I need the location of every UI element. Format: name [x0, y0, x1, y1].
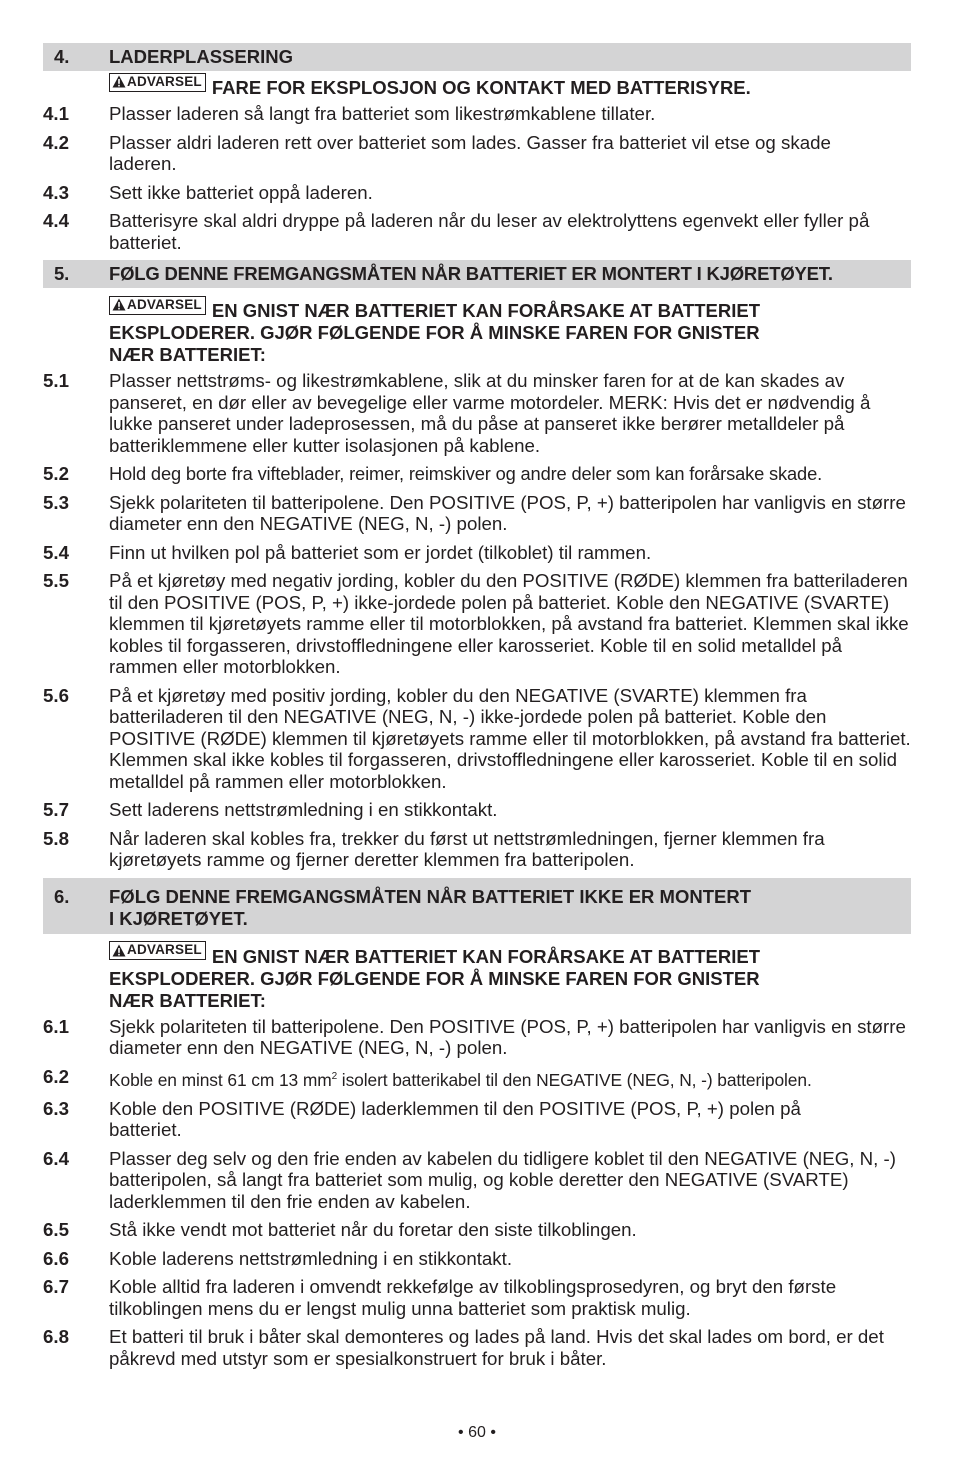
item-number: 6.1	[43, 1015, 69, 1037]
section-number: 6.	[54, 885, 70, 907]
warning-block	[109, 73, 911, 99]
warning-text-line: NÆR BATTERIET:	[109, 989, 266, 1011]
item-number: 5.7	[43, 799, 69, 820]
list-item	[43, 1326, 911, 1369]
warning-text-line: EKSPLODERER. GJØR FØLGENDE FOR Å MINSKE FAREN FOR GNISTER	[109, 322, 760, 343]
item-text: Koble alltid fra laderen i omvendt rekkefølge av tilkoblingsprosedyren, og bryt den første tilkoblingen mens du er lengst mulig unna batteriet som praktisk mulig.	[109, 1276, 837, 1319]
item-number: 4.2	[43, 131, 69, 153]
list-item	[43, 492, 911, 535]
manual-page	[43, 43, 911, 1376]
item-text: Et batteri til bruk i båter skal demonteres og lades på land. Hvis det skal lades om bord, er det påkrevd med utstyr som er spesialkonstruert for bruk i båter.	[109, 1326, 884, 1369]
list-item	[43, 370, 911, 456]
item-text-part: isolert batterikabel til den NEGATIVE (NEG, N, -) batteripolen.	[337, 1069, 812, 1090]
item-text: Plasser nettstrøms- og likestrømkablene, slik at du minsker faren for at de kan skades av panseret, en dør eller av bevegelige eller varme motordeler. MERK: Hvis det er nødvendig å lukke panseret under ladeprosessen, må du påse at panseret ikke berører metalldeler på batteriklemmene eller kutter isolasjonen på kablene.	[109, 370, 871, 456]
item-text	[109, 1066, 911, 1091]
warning-text-line: NÆR BATTERIET:	[109, 344, 266, 365]
warning-badge-label: ADVARSEL	[127, 296, 202, 312]
item-text: Finn ut hvilken pol på batteriet som er jordet (tilkoblet) til rammen.	[109, 541, 652, 563]
section-title: FØLG DENNE FREMGANGSMÅTEN NÅR BATTERIET ER MONTERT I KJØRETØYET.	[109, 263, 833, 284]
warning-badge-label: ADVARSEL	[127, 942, 202, 957]
list-item	[43, 182, 911, 204]
list-item	[43, 103, 911, 125]
warning-text-line: EN GNIST NÆR BATTERIET KAN FORÅRSAKE AT BATTERIET	[211, 945, 760, 967]
item-text: På et kjøretøy med positiv jording, kobler du den NEGATIVE (SVARTE) klemmen fra batteriladeren til den NEGATIVE (NEG, N, -) ikke-jordede polen på batteriet. Koble den POSITIVE (RØDE) klemmen til kjøretøyets ramme eller til motorblokken, på avstand fra batteriet. Klemmen skal ikke kobles til forgasseren, drivstoffledningene eller karosseriet. Koble til en solid metalldel på rammen eller motorblokken.	[109, 684, 911, 792]
list-item	[43, 132, 911, 175]
item-number: 5.2	[43, 463, 69, 484]
item-text: På et kjøretøy med negativ jording, kobler du den POSITIVE (RØDE) klemmen fra batteriladeren til den POSITIVE (POS, P, +) ikke-jordede polen på batteriet. Koble den NEGATIVE (SVARTE) klemmen til kjøretøyets ramme eller til motorblokken, på avstand fra batteriet. Klemmen skal ikke kobles til forgasseren, drivstoffledningene eller karosseriet. Koble til en solid metalldel på rammen eller motorblokken.	[109, 570, 909, 677]
list-item	[43, 1066, 911, 1091]
list-item	[43, 799, 911, 821]
list-item	[43, 542, 911, 564]
item-number: 4.3	[43, 181, 69, 203]
item-number: 6.3	[43, 1097, 69, 1119]
section-number: 4.	[54, 46, 70, 67]
list-item	[43, 570, 911, 678]
item-text: Sett laderens nettstrømledning i en stikkontakt.	[109, 799, 498, 820]
list-item	[43, 1276, 911, 1319]
section-4-items	[43, 103, 911, 253]
list-item	[43, 1098, 911, 1141]
warning-text-line: EN GNIST NÆR BATTERIET KAN FORÅRSAKE AT BATTERIET	[211, 300, 760, 321]
item-number: 6.2	[43, 1065, 69, 1087]
item-text: Koble den POSITIVE (RØDE) laderklemmen til den POSITIVE (POS, P, +) polen på batteriet.	[109, 1097, 801, 1141]
item-number: 5.6	[43, 684, 69, 706]
section-title-line: I KJØRETØYET.	[109, 907, 248, 929]
section-5-items	[43, 370, 911, 871]
section-header-5	[43, 260, 911, 288]
page-number: • 60 •	[458, 1424, 496, 1441]
list-item	[43, 1148, 911, 1213]
warning-badge	[109, 296, 206, 315]
item-text: Koble laderens nettstrømledning i en stikkontakt.	[109, 1247, 513, 1269]
section-title: LADERPLASSERING	[109, 46, 293, 67]
item-text: Sjekk polariteten til batteripolene. Den POSITIVE (POS, P, +) batteripolen har vanligvis en større diameter enn den NEGATIVE (NEG, N, -) polen.	[109, 1015, 906, 1058]
list-item	[43, 210, 911, 253]
list-item	[43, 1016, 911, 1059]
warning-text: FARE FOR EKSPLOSJON OG KONTAKT MED BATTERISYRE.	[211, 77, 751, 98]
item-text: Plasser laderen så langt fra batteriet som likestrømkablene tillater.	[109, 103, 656, 124]
section-title-line: FØLG DENNE FREMGANGSMÅTEN NÅR BATTERIET IKKE ER MONTERT	[109, 885, 752, 907]
section-header-4	[43, 43, 911, 71]
warning-block	[109, 296, 911, 366]
warning-block	[109, 942, 911, 1012]
item-number: 5.3	[43, 491, 69, 513]
list-item	[43, 463, 911, 485]
item-number: 6.4	[43, 1147, 69, 1169]
item-text: Hold deg borte fra vifteblader, reimer, reimskiver og andre deler som kan forårsake skade.	[109, 463, 823, 484]
list-item	[43, 1219, 911, 1241]
item-number: 4.4	[43, 210, 69, 231]
item-text-part: Koble en minst 61 cm 13 mm	[109, 1069, 332, 1090]
warning-triangle-icon	[112, 298, 126, 311]
section-6-items	[43, 1016, 911, 1370]
section-number: 5.	[54, 263, 70, 284]
warning-triangle-icon	[112, 75, 126, 88]
item-text: Stå ikke vendt mot batteriet når du foretar den siste tilkoblingen.	[109, 1219, 637, 1241]
warning-badge	[109, 941, 206, 960]
warning-text-line: EKSPLODERER. GJØR FØLGENDE FOR Å MINSKE FAREN FOR GNISTER	[109, 967, 760, 989]
item-number: 4.1	[43, 103, 69, 124]
superscript: 2	[331, 1070, 338, 1082]
list-item	[43, 685, 911, 793]
item-text: Plasser aldri laderen rett over batteriet som lades. Gasser fra batteriet vil etse og skade laderen.	[109, 131, 831, 174]
item-number: 5.5	[43, 570, 69, 591]
warning-triangle-icon	[112, 944, 126, 957]
section-header-6	[43, 878, 911, 934]
item-text: Når laderen skal kobles fra, trekker du først ut nettstrømledningen, fjerner klemmen fra kjøretøyets ramme og fjerner deretter klemmen fra batteripolen.	[109, 827, 825, 870]
item-number: 6.7	[43, 1276, 69, 1298]
item-text: Batterisyre skal aldri dryppe på laderen når du leser av elektrolyttens egenvekt eller fyller på batteriet.	[109, 210, 870, 253]
warning-badge-label: ADVARSEL	[127, 73, 202, 89]
warning-badge	[109, 73, 206, 92]
item-text: Sett ikke batteriet oppå laderen.	[109, 181, 373, 203]
item-number: 5.4	[43, 541, 69, 563]
item-text: Sjekk polariteten til batteripolene. Den POSITIVE (POS, P, +) batteripolen har vanligvis en større diameter enn den NEGATIVE (NEG, N, -) polen.	[109, 491, 906, 534]
item-text: Plasser deg selv og den frie enden av kabelen du tidligere koblet til den NEGATIVE (NEG, N, -) batteripolen, så langt fra batteriet som mulig, og koble deretter den NEGATIVE (SVARTE) laderklemmen til den frie enden av kabelen.	[109, 1147, 897, 1212]
item-number: 5.1	[43, 370, 69, 391]
list-item	[43, 1248, 911, 1270]
section-title	[109, 886, 911, 930]
list-item	[43, 828, 911, 871]
item-number: 6.8	[43, 1326, 69, 1348]
item-number: 6.5	[43, 1219, 69, 1241]
item-number: 6.6	[43, 1247, 69, 1269]
item-number: 5.8	[43, 827, 69, 849]
